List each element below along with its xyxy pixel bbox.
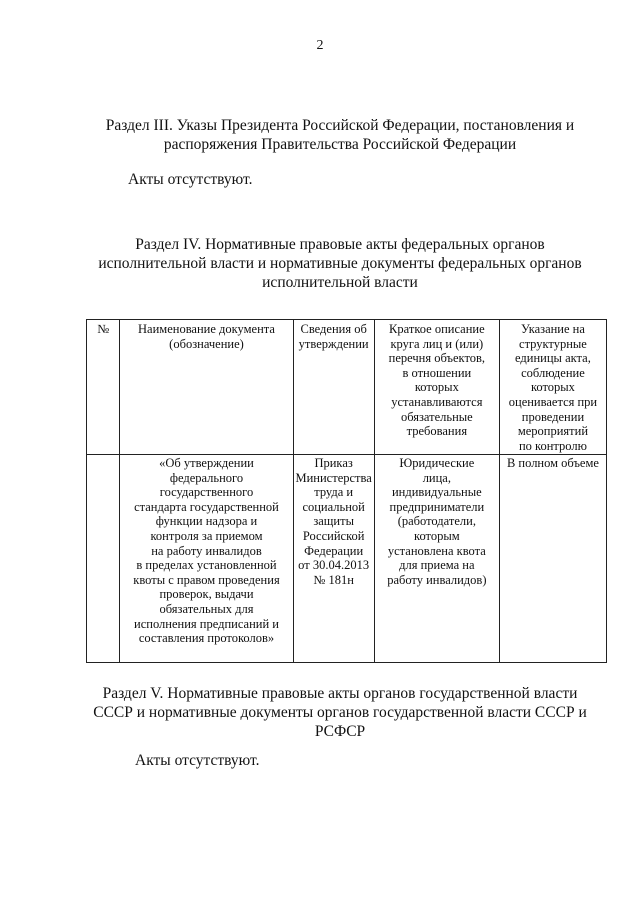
cell-text-line: проведении bbox=[521, 409, 585, 424]
cell-text-line: мероприятий bbox=[517, 424, 589, 439]
cell-text-line: В полном объеме bbox=[506, 456, 599, 470]
cell-text-line: контроля за приемом bbox=[150, 528, 263, 543]
cell-text-line: которых bbox=[530, 380, 575, 395]
page-number: 2 bbox=[316, 38, 324, 53]
header-cell-approval bbox=[293, 320, 374, 455]
cell-text-line: (обозначение) bbox=[169, 336, 244, 351]
cell-text-line: Министерства bbox=[295, 470, 372, 485]
cell-text-line: индивидуальные bbox=[391, 485, 482, 500]
cell-text-line: Краткое описание bbox=[389, 322, 485, 336]
cell-text-line: исполнения предписаний и bbox=[134, 616, 279, 631]
section-4-title-line: исполнительной власти bbox=[262, 274, 418, 291]
cell-text-line: № bbox=[97, 322, 110, 336]
cell-text-line: утверждении bbox=[298, 336, 369, 351]
cell-text-line: Юридические bbox=[399, 456, 475, 470]
cell-text-line: «Об утверждении bbox=[159, 456, 254, 470]
cell-text-line: Сведения об bbox=[300, 322, 367, 336]
cell-text-line: структурные bbox=[519, 336, 587, 351]
section-5-title-line: СССР и нормативные документы органов государственной власти СССР и bbox=[93, 704, 587, 721]
cell-text-line: функции надзора и bbox=[155, 514, 258, 529]
cell-text-line: по контролю bbox=[518, 438, 587, 453]
cell-document-name bbox=[120, 455, 293, 663]
cell-text-line: Указание на bbox=[520, 322, 585, 336]
cell-text-line: государственного bbox=[159, 485, 254, 500]
cell-text-line: на работу инвалидов bbox=[151, 543, 262, 558]
cell-text-line: обязательные bbox=[400, 409, 473, 424]
cell-text-line: защиты bbox=[313, 514, 354, 529]
header-cell-number bbox=[87, 320, 120, 455]
cell-text-line: от 30.04.2013 bbox=[298, 558, 370, 573]
cell-text-line: Российской bbox=[302, 528, 365, 543]
cell-text-line: в отношении bbox=[402, 365, 472, 380]
cell-text-line: стандарта государственной bbox=[134, 499, 279, 514]
section-4-title-line: исполнительной власти и нормативные документы федеральных органов bbox=[98, 255, 582, 272]
section-4-title-line: Раздел IV. Нормативные правовые акты федеральных органов bbox=[135, 236, 545, 253]
table-row bbox=[87, 455, 607, 663]
cell-text-line: составления протоколов» bbox=[138, 631, 275, 646]
cell-text-line: работу инвалидов) bbox=[387, 572, 487, 587]
header-cell-description bbox=[374, 320, 499, 455]
cell-text-line: труда и bbox=[314, 485, 354, 500]
section-3-title-line: распоряжения Правительства Российской Федерации bbox=[163, 136, 517, 153]
cell-text-line: федерального bbox=[169, 470, 244, 485]
section-3-title-line: Раздел III. Указы Президента Российской Федерации, постановления и bbox=[105, 117, 575, 134]
section-3-title bbox=[90, 116, 590, 154]
cell-text-line: перечня объектов, bbox=[388, 351, 486, 366]
cell-text-line: устанавливаются bbox=[391, 394, 483, 409]
cell-text-line: (работодатели, bbox=[397, 514, 476, 529]
cell-text-line: требования bbox=[406, 424, 468, 439]
cell-text-line: предприниматели bbox=[389, 499, 485, 514]
header-cell-structural-units bbox=[499, 320, 606, 455]
cell-text-line: Федерации bbox=[304, 543, 364, 558]
cell-text-line: круга лиц и (или) bbox=[390, 336, 484, 351]
cell-text-line: лица, bbox=[422, 470, 451, 485]
cell-text-line: которых bbox=[414, 380, 459, 395]
section-5-title-line: Раздел V. Нормативные правовые акты органов государственной власти bbox=[102, 685, 578, 702]
section-4-title bbox=[90, 235, 590, 292]
cell-text-line: оценивается при bbox=[508, 394, 598, 409]
cell-text-line: единицы акта, bbox=[515, 351, 591, 366]
cell-text-line: установлена квота bbox=[387, 543, 486, 558]
cell-text-line: Приказ bbox=[314, 456, 353, 470]
section-3-body: Акты отсутствуют. bbox=[128, 171, 253, 188]
cell-text-line: квоты с правом проведения bbox=[133, 572, 280, 587]
cell-description bbox=[374, 455, 499, 663]
cell-text-line: соблюдение bbox=[521, 365, 585, 380]
section-5-title-line: РСФСР bbox=[314, 723, 366, 740]
cell-text-line: которым bbox=[414, 528, 460, 543]
cell-approval bbox=[293, 455, 374, 663]
cell-text-line: в пределах установленной bbox=[136, 558, 277, 573]
federal-acts-table bbox=[86, 319, 607, 663]
section-5-body: Акты отсутствуют. bbox=[135, 752, 260, 769]
cell-text-line: для приема на bbox=[399, 558, 475, 573]
header-cell-document-name bbox=[120, 320, 293, 455]
table-header-row bbox=[87, 320, 607, 455]
cell-text-line: проверок, выдачи bbox=[159, 587, 254, 602]
cell-number bbox=[87, 455, 120, 663]
cell-text-line: Наименование документа bbox=[138, 322, 275, 336]
cell-text-line: обязательных для bbox=[159, 601, 254, 616]
cell-structural-units bbox=[499, 455, 606, 663]
section-5-title bbox=[90, 684, 590, 741]
cell-text-line: социальной bbox=[302, 499, 365, 514]
cell-text-line: № 181н bbox=[313, 572, 354, 587]
